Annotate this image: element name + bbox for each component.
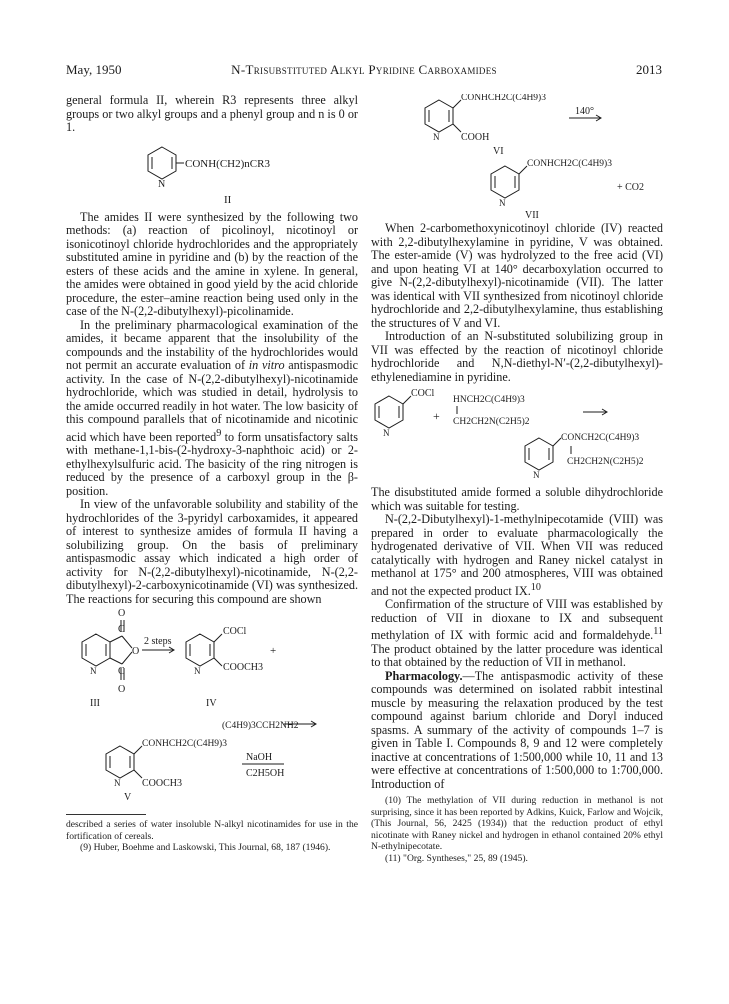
byproduct-label: + CO2 — [617, 182, 645, 193]
compound-label: IV — [206, 698, 217, 710]
plus-sign: + — [433, 409, 440, 423]
header-date: May, 1950 — [66, 62, 122, 77]
section-heading: Pharmacology. — [385, 668, 463, 683]
ring-nitrogen: N — [158, 178, 166, 190]
ring-nitrogen: N — [383, 428, 390, 438]
ring-nitrogen: N — [90, 666, 97, 677]
reference-11: 11 — [653, 626, 663, 638]
paragraph: In the preliminary pharmacological examination of the amides, it became apparent that the insolubility of the compounds and the instability of the hydrochlorides would not permit an accurate evaluation of in vitro antispasmodic activity. In the case of N-(2,2-dibutylhexyl)-nicotinamide hydrochloride, which was studied in detail, hydrolysis to the amide occurred readily in hot water. The low basicity of this compound parallels that of nicotinamide and nicotinic acid which have been reported$^9$ to form unsatisfactory salts with methane-1,1-bis-(2-hydroxy-3-naphthoic acid) or 2-ethylhexylsulfuric acid. The basicity of the ring nitrogen is reduced by the presence of a carboxyl group in the β-position. — [66, 317, 359, 498]
product-amide: CONCH2C(C4H9)3 — [561, 433, 640, 443]
plus-sign: + — [270, 645, 277, 658]
scheme-iii-to-iv — [66, 606, 358, 738]
scheme-vi-to-vii — [371, 94, 663, 222]
carbon-label: C — [118, 666, 125, 678]
ring-nitrogen: N — [499, 198, 506, 208]
paragraph: Confirmation of the structure of VIII was established by reduction of VII in dioxane to IX and subsequent methylation of IX with formic acid and formaldehyde.$^{11}$ The product obtained by the latter procedure was identical to that obtained by the reduction of VII in methanol. — [371, 597, 663, 670]
paragraph: Introduction of an N-substituted solubilizing group in VII was effected by the reaction of nicotinoyl chloride hydrochloride and N,N-diethyl-N′-(2,2-dibutylhexyl)-ethylenediamine in pyridine. — [371, 329, 663, 384]
amine-reagent: (C4H9)3CCH2NH2 — [222, 721, 299, 732]
paragraph: In view of the unfavorable solubility and stability of the hydrochlorides of the 3-pyridyl carboxamides, it appeared of interest to synthesize amides of formula II having a solubilizing group. On the basis of preliminary antispasmodic assay which indicated a high order of activity for N-(2,2-dibutylhexyl)-nicotinamide, N-(2,2-dibutylhexyl)-2-carboxynicotinamide (VI) was synthesized. The reactions for securing this compound are shown — [66, 497, 358, 606]
scheme-v — [66, 738, 358, 808]
left-column — [66, 94, 358, 854]
structure-ii — [66, 135, 358, 211]
compound-label: II — [224, 193, 232, 206]
compound-label: VI — [493, 146, 504, 157]
header-title: N-Trisubstituted Alkyl Pyridine Carboxamides — [231, 62, 497, 77]
acid-chloride-group: COCl — [411, 388, 435, 399]
footnote-continued: described a series of water insoluble N-alkyl nicotinamides for use in the fortification of cereals. — [66, 819, 358, 842]
temperature-label: 140° — [575, 106, 594, 117]
ring-nitrogen: N — [114, 778, 121, 789]
ester-group: COOCH3 — [223, 662, 264, 674]
solvent-label: C2H5OH — [246, 768, 285, 780]
ring-nitrogen: N — [533, 470, 540, 480]
running-header — [66, 62, 662, 78]
paragraph: The amides II were synthesized by the following two methods: (a) reaction of picolinoyl, nicotinoyl or isonicotinoyl chloride hydrochlorides and the appropriately substituted amine in pyridine and (b) by the reaction of the esters of these acids and the amine in xylene. In general, the amides were obtained in good yield by the acid chloride procedure, the ester–amine reaction being used only in the case of the N-(2,2-dibutylhexyl)-picolinamide. — [66, 209, 358, 318]
footnote-10: (10) The methylation of VII during reduction in methanol is not surprising, since it has been reported by Adkins, Kuick, Farlow and Wojcik, (This Journal, 56, 2425 (1934)) that the reduction product of ethyl nicotinate with Raney nickel and hydrogen in ethanol contained 20% ethyl N-ethylnipecotate. — [371, 795, 663, 853]
reference-9: 9 — [216, 427, 222, 439]
formula-substituent: CONH(CH2)nCR3 — [185, 157, 270, 170]
paragraph: The disubstituted amide formed a soluble dihydrochloride which was suitable for testing. — [371, 485, 663, 513]
ring-nitrogen: N — [194, 666, 201, 677]
header-page-number: 2013 — [636, 62, 662, 77]
acid-chloride-group: COCl — [223, 626, 247, 638]
compound-label: V — [124, 792, 132, 804]
reference-10: 10 — [530, 581, 541, 593]
compound-label: III — [90, 698, 100, 710]
paragraph: general formula II, wherein R3 represents three alkyl groups or two alkyl groups and a phenyl group and n is 0 or 1. — [66, 93, 358, 134]
footnote-9: (9) Huber, Boehme and Laskowski, This Journal, 68, 187 (1946). — [80, 842, 331, 854]
paragraph: N-(2,2-Dibutylhexyl)-1-methylnipecotamide (VIII) was prepared in order to evaluate pharmacologically the hydrogenated derivative of VII. When VII was reduced catalytically with hydrogen and Raney nickel catalyst in methanol at 175° and 200 atmospheres, VIII was obtained and not the expected product IX.$^{10}$ — [371, 512, 663, 598]
emphasis: in vitro — [248, 358, 285, 372]
paragraph: Pharmacology.—The antispasmodic activity of these compounds was determined on isolated rabbit intestinal muscle by measuring the relaxation produced by the test compound against barium chloride and Doryl induced spasms. A summary of the activity of compounds 1–7 is given in Table I. Compounds 8, 9 and 12 were completely inactive at concentrations of 1:500,000 while 10, 11 and 13 were effective at concentrations of 1:500,000 to 1:700,000. Introduction of — [371, 668, 663, 791]
ester-group: COOCH3 — [142, 778, 183, 790]
reagent-label: NaOH — [246, 752, 273, 764]
amine-reagent: HNCH2C(C4H9)3 — [453, 395, 525, 405]
carboxyl-group: COOH — [461, 132, 490, 143]
footnote-11: (11) "Org. Syntheses," 25, 89 (1945). — [385, 852, 528, 864]
right-column — [371, 94, 663, 864]
scheme-solubilizing-amine — [371, 384, 663, 486]
oxygen-bridge: O — [132, 646, 140, 658]
oxygen-bottom: O — [118, 684, 126, 696]
arrow-label: 2 steps — [144, 636, 172, 648]
amine-side-chain: CH2CH2N(C2H5)2 — [453, 417, 530, 427]
amide-substituent: CONHCH2C(C4H9)3 — [461, 94, 546, 103]
paragraph: When 2-carbomethoxynicotinoyl chloride (IV) reacted with 2,2-dibutylhexylamine in pyridine, V was obtained. The ester-amide (V) was hydrolyzed to the free acid (VI) and upon heating VI at 140° decarboxylation occurred to give N-(2,2-dibutylhexyl)-nicotinamide (VII). The latter was identical with VII synthesized from nicotinoyl chloride hydrochloride and 2,2-dibutylhexylamine, thus establishing the structures of V and VI. — [371, 221, 663, 330]
amide-substituent: CONHCH2C(C4H9)3 — [142, 739, 227, 750]
oxygen-top: O — [118, 608, 126, 620]
product-side-chain: CH2CH2N(C2H5)2 — [567, 457, 644, 467]
footnote-rule — [66, 814, 146, 815]
compound-label: VII — [525, 210, 539, 221]
ring-nitrogen: N — [433, 132, 440, 142]
carbon-label: C — [118, 624, 125, 636]
amide-substituent: CONHCH2C(C4H9)3 — [527, 159, 612, 169]
